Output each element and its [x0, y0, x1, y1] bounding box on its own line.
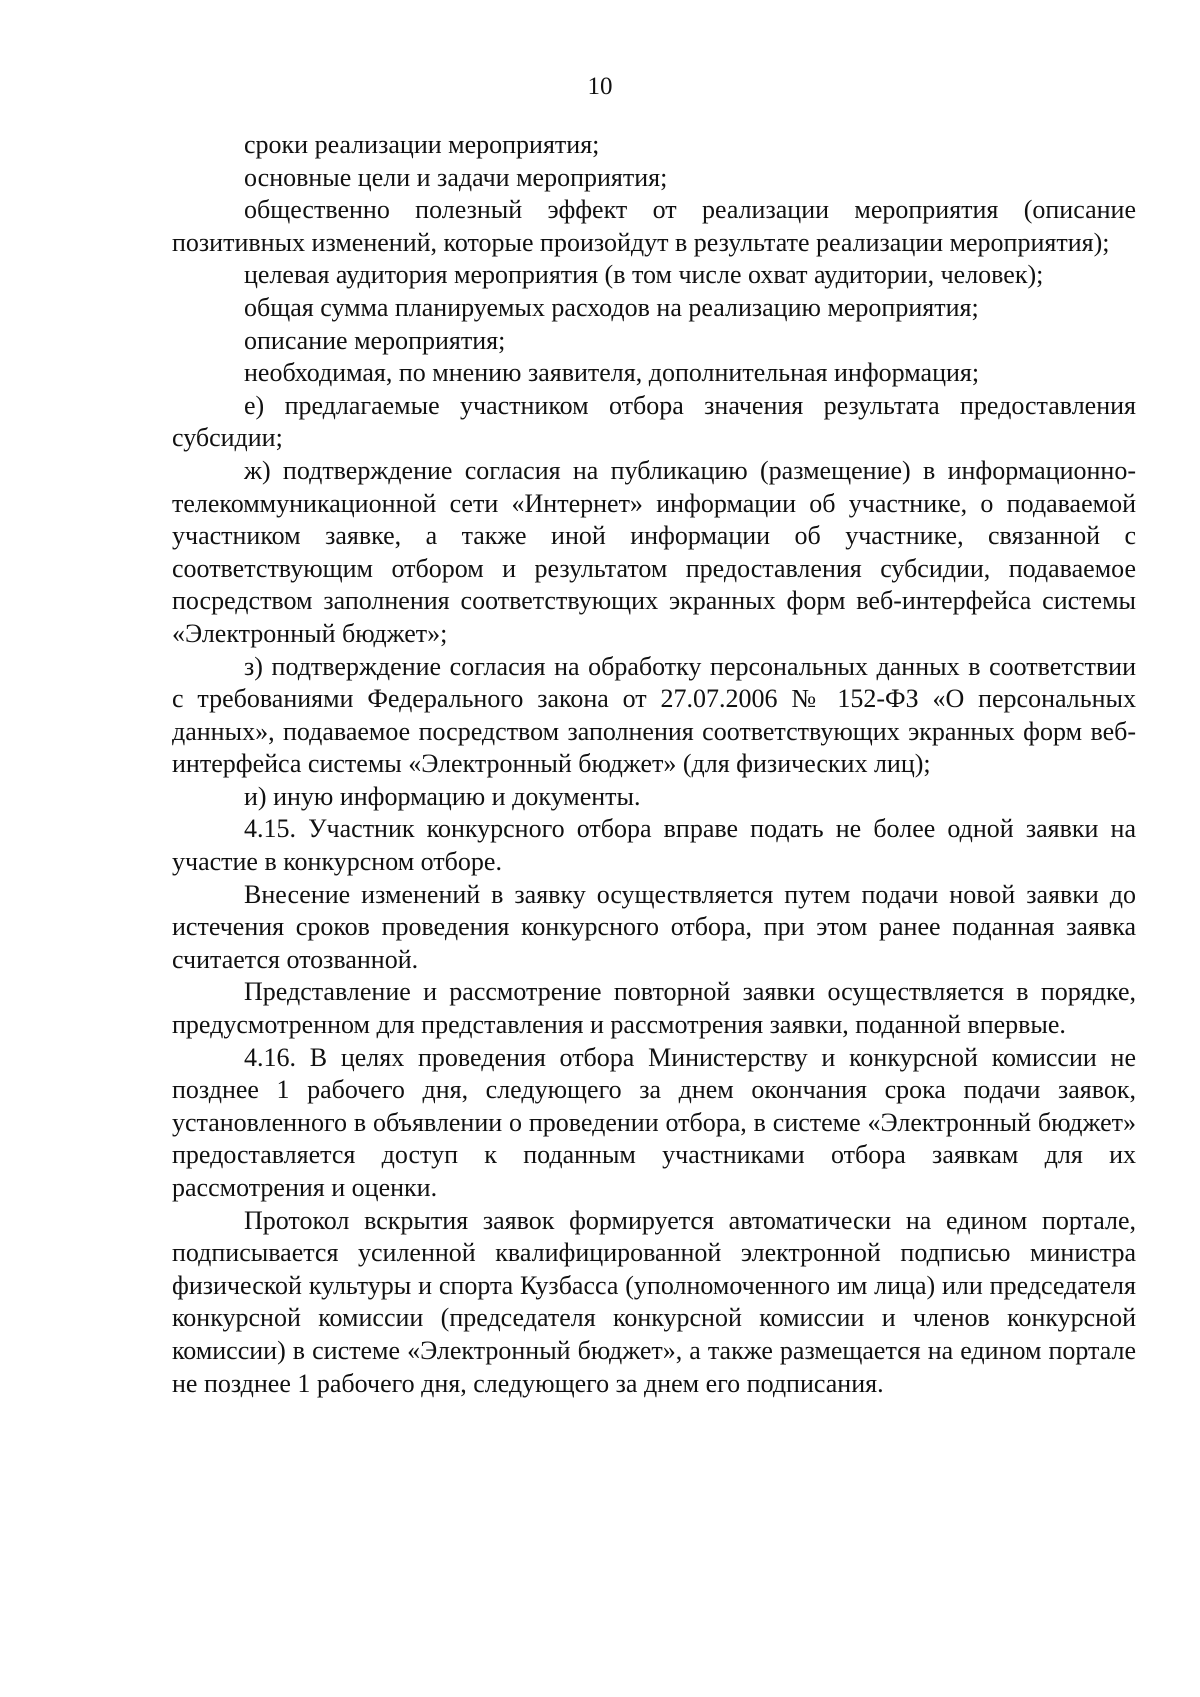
paragraph-event-timeline: сроки реализации мероприятия;	[244, 130, 600, 159]
paragraph-item-e: е) предлагаемые участником отбора значения результата предоставления субсидии;	[172, 390, 1136, 453]
paragraph-application-changes: Внесение изменений в заявку осуществляется путем подачи новой заявки до истечения сроков проведения конкурсного отбора, при этом ранее поданная заявка считается отозванной.	[172, 879, 1136, 974]
paragraph-repeat-application: Представление и рассмотрение повторной заявки осуществляется в порядке, предусмотренном для представления и рассмотрения заявки, поданной впервые.	[172, 977, 1136, 1040]
paragraph-clause-4-16: 4.16. В целях проведения отбора Министерству и конкурсной комиссии не позднее 1 рабочего дня, следующего за днем окончания срока подачи заявок, установленного в объявлении о проведении отбора, в системе «Электронный бюджет» предоставляется доступ к поданным участниками отбора заявкам для их рассмотрения и оценки.	[172, 1042, 1136, 1202]
paragraph-item-zh: ж) подтверждение согласия на публикацию (размещение) в информационно-телекоммуникационной сети «Интернет» информации об участнике, о подаваемой участником заявке, а также иной информации об участнике, связанной с соответствующим отбором и результатом предоставления субсидии, подаваемое посредством заполнения соответствующих экранных форм веб-интерфейса системы «Электронный бюджет»;	[172, 455, 1136, 648]
page-number: 10	[587, 73, 613, 100]
document-body	[172, 129, 1136, 1400]
paragraph-additional-info: необходимая, по мнению заявителя, дополнительная информация;	[244, 358, 980, 388]
paragraph-public-benefit: общественно полезный эффект от реализации мероприятия (описание позитивных изменений, которые произойдут в результате реализации мероприятия);	[172, 195, 1136, 257]
paragraph-opening-protocol: Протокол вскрытия заявок формируется автоматически на едином портале, подписывается усиленной квалифицированной электронной подписью министра физической культуры и спорта Кузбасса (уполномоченного им лица) или председателя конкурсной комиссии (председателя конкурсной комиссии и членов конкурсной комиссии) в системе «Электронный бюджет», а также размещается на едином портале не позднее 1 рабочего дня, следующего за днем его подписания.	[172, 1205, 1136, 1398]
paragraph-event-description: описание мероприятия;	[244, 325, 506, 355]
paragraph-event-goals: основные цели и задачи мероприятия;	[244, 162, 668, 192]
paragraph-target-audience: целевая аудитория мероприятия (в том числе охват аудитории, человек);	[244, 260, 1044, 290]
paragraph-clause-4-15: 4.15. Участник конкурсного отбора вправе подать не более одной заявки на участие в конкурсном отборе.	[172, 814, 1136, 877]
paragraph-total-expenses: общая сумма планируемых расходов на реализацию мероприятия;	[244, 292, 979, 322]
paragraph-item-z: з) подтверждение согласия на обработку персональных данных в соответствии с требованиями Федерального закона от 27.07.2006 № 152-ФЗ «О персональных данных», подаваемое посредством заполнения соответствующих экранных форм веб-интерфейса системы «Электронный бюджет» (для физических лиц);	[172, 651, 1136, 779]
paragraph-item-i: и) иную информацию и документы.	[244, 781, 641, 811]
